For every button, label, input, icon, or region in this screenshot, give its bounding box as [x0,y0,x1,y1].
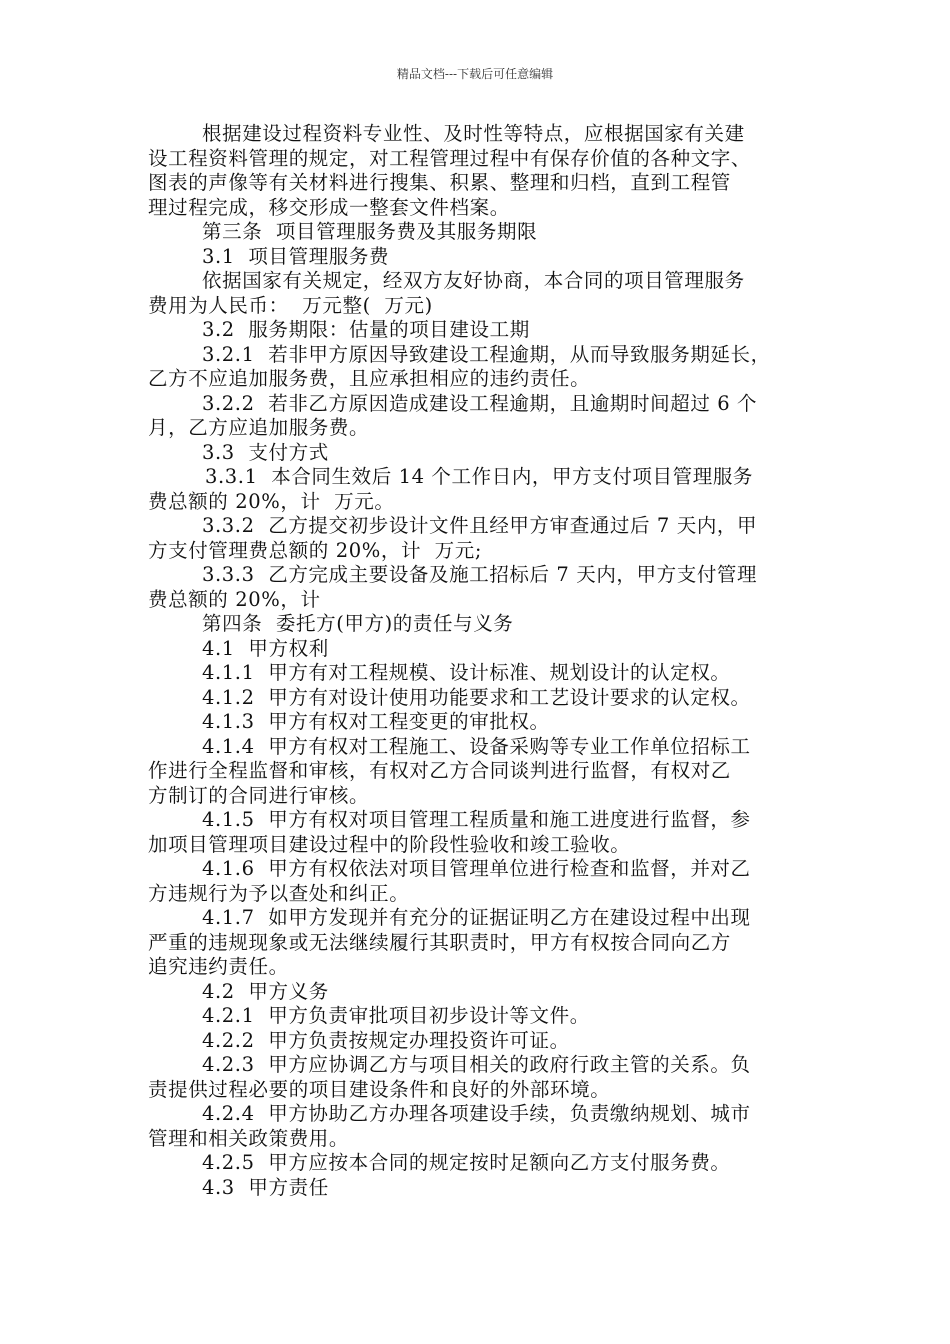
paragraph-line: 3.2.2 若非乙方原因造成建设工程逾期，且逾期时间超过 6 个 [202,391,758,415]
paragraph-line: 3.2 服务期限：估量的项目建设工期 [202,318,530,341]
paragraph-line: 4.2.2 甲方负责按规定办理投资许可证。 [202,1028,570,1052]
paragraph-line: 4.2.3 甲方应协调乙方与项目相关的政府行政主管的关系。负 [202,1053,751,1076]
paragraph [148,441,808,466]
paragraph [148,343,808,392]
paragraph-line: 4.2.4 甲方协助乙方办理各项建设手续，负责缴纳规划、城市 [202,1102,751,1125]
paragraph-line: 设工程资料管理的规定，对工程管理过程中有保存价值的各种文字、 [148,146,752,170]
paragraph-line: 3.1 项目管理服务费 [202,244,390,268]
paragraph-line: 4.1.4 甲方有权对工程施工、设备采购等专业工作单位招标工 [202,734,751,758]
paragraph [148,392,808,441]
paragraph-line: 费总额的 20%，计 万元。 [148,489,395,513]
paragraph-line: 3.3 支付方式 [202,440,329,464]
paragraph [148,1151,808,1176]
paragraph-line: 严重的违规现象或无法继续履行其职责时，甲方有权按合同向乙方 [148,930,731,954]
paragraph-line: 费用为人民币： 万元整( 万元) [148,293,433,317]
paragraph-line: 方违规行为予以查处和纠正。 [148,881,410,905]
paragraph [148,686,808,711]
paragraph [148,857,808,906]
paragraph [148,318,808,343]
paragraph-line: 责提供过程必要的项目建设条件和良好的外部环境。 [148,1077,611,1101]
paragraph [148,1053,808,1102]
paragraph-line: 4.1 甲方权利 [202,636,329,660]
paragraph [148,220,808,245]
paragraph-line: 4.1.3 甲方有权对工程变更的审批权。 [202,710,550,733]
paragraph-line: 加项目管理项目建设过程中的阶段性验收和竣工验收。 [148,832,631,856]
paragraph-line: 4.1.2 甲方有对设计使用功能要求和工艺设计要求的认定权。 [202,685,751,709]
paragraph [148,1176,808,1201]
paragraph [148,661,808,686]
paragraph-line: 第四条 委托方(甲方)的责任与义务 [202,612,514,635]
paragraph-line: 图表的声像等有关材料进行搜集、积累、整理和归档，直到工程管 [148,171,731,194]
paragraph [148,735,808,809]
paragraph [148,563,808,612]
document-body [148,122,808,1200]
paragraph-line: 方支付管理费总额的 20%，计 万元; [148,538,483,562]
paragraph-line: 根据建设过程资料专业性、及时性等特点，应根据国家有关建 [202,122,745,145]
paragraph-line: 作进行全程监督和审核，有权对乙方合同谈判进行监督，有权对乙 [148,759,731,782]
paragraph-line: 4.1.7 如甲方发现并有充分的证据证明乙方在建设过程中出现 [202,906,751,929]
paragraph [148,245,808,270]
paragraph-line: 4.2.5 甲方应按本合同的规定按时足额向乙方支付服务费。 [202,1151,731,1174]
paragraph-line: 月，乙方应追加服务费。 [148,416,370,439]
paragraph-line: 3.2.1 若非甲方原因导致建设工程逾期，从而导致服务期延长， [202,342,771,366]
paragraph [148,465,808,514]
paragraph [148,612,808,637]
paragraph-line: 依据国家有关规定，经双方友好协商，本合同的项目管理服务 [202,269,745,292]
paragraph-line: 4.2.1 甲方负责审批项目初步设计等文件。 [202,1004,590,1027]
paragraph [148,269,808,318]
paragraph-line: 第三条 项目管理服务费及其服务期限 [202,220,538,243]
paragraph [148,514,808,563]
paragraph [148,637,808,662]
paragraph [148,906,808,980]
paragraph [148,1029,808,1054]
paragraph-line: 4.1.1 甲方有对工程规模、设计标准、规划设计的认定权。 [202,661,731,684]
paragraph-line: 4.1.5 甲方有权对项目管理工程质量和施工进度进行监督，参 [202,808,751,831]
paragraph [148,980,808,1005]
paragraph-line: 4.2 甲方义务 [202,979,329,1003]
paragraph-line: 3.3.1 本合同生效后 14 个工作日内，甲方支付项目管理服务 [205,465,754,488]
paragraph-line: 管理和相关政策费用。 [148,1126,350,1150]
page-header: 精品文档---下载后可任意编辑 [396,67,554,81]
paragraph-line: 追究违约责任。 [148,955,289,978]
paragraph-line: 费总额的 20%，计 [148,587,321,611]
paragraph-line: 3.3.2 乙方提交初步设计文件且经甲方审查通过后 7 天内，甲 [202,514,758,537]
paragraph-line: 3.3.3 乙方完成主要设备及施工招标后 7 天内，甲方支付管理 [202,563,758,586]
paragraph [148,710,808,735]
paragraph-line: 方制订的合同进行审核。 [148,783,370,807]
paragraph-line: 4.1.6 甲方有权依法对项目管理单位进行检查和监督，并对乙 [202,857,751,880]
paragraph [148,808,808,857]
paragraph-line: 理过程完成，移交形成一整套文件档案。 [148,195,510,219]
paragraph-line: 4.3 甲方责任 [202,1175,329,1199]
paragraph [148,1004,808,1029]
paragraph-line: 乙方不应追加服务费，且应承担相应的违约责任。 [148,367,591,390]
paragraph [148,1102,808,1151]
paragraph [148,122,808,220]
